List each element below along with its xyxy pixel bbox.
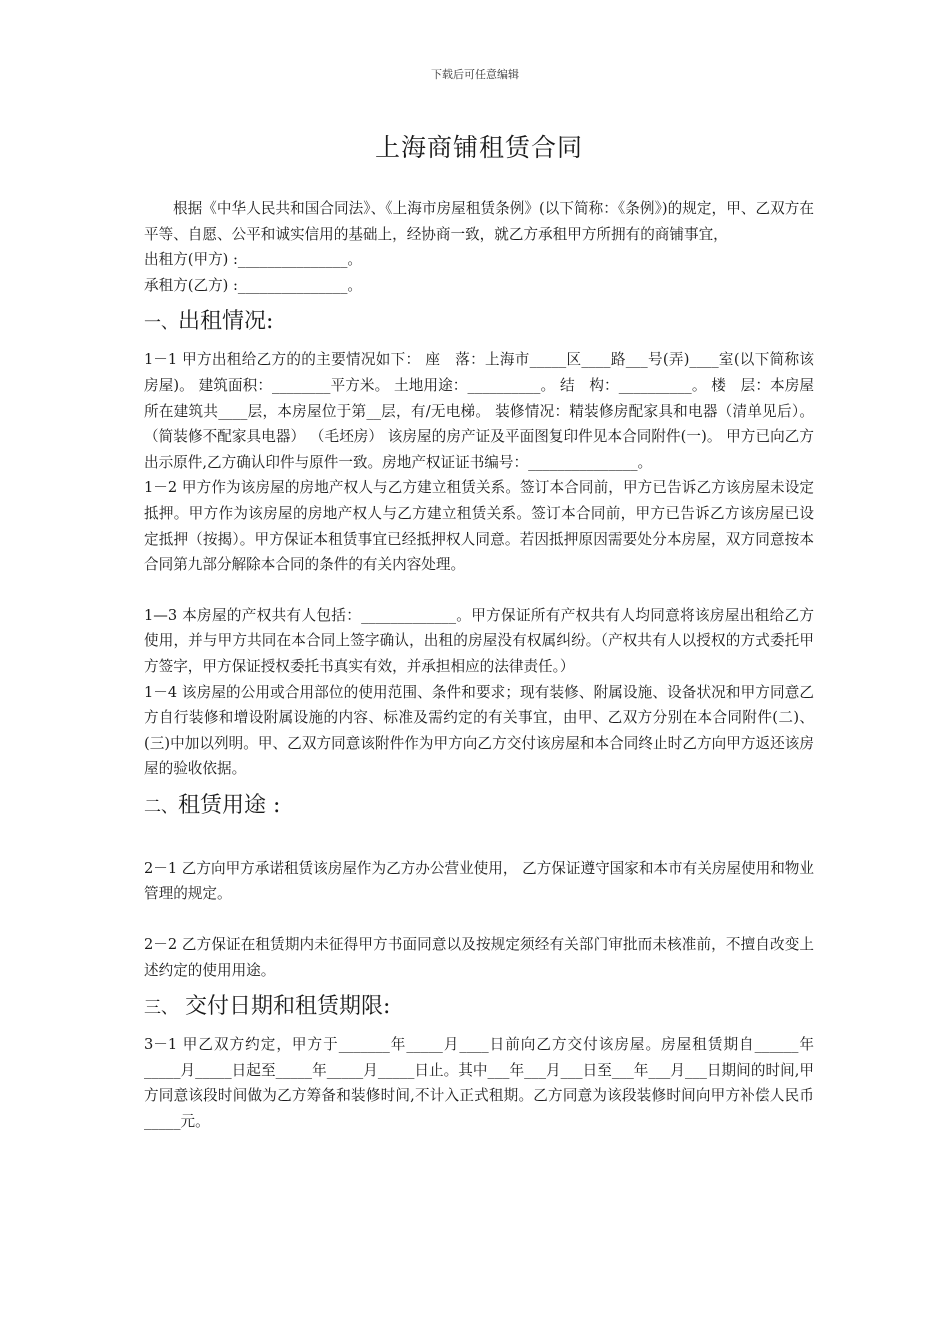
clause-1-3: 1—3 本房屋的产权共有人包括：_____________。甲方保证所有产权共有人均同意将该房屋出租给乙方使用，并与甲方共同在本合同上签字确认，出租的房屋没有权属纠纷。（产权共有人以授权的方式委托甲方签字，甲方保证授权委托书真实有效，并承担相应的法律责任。） (144, 606, 814, 675)
spacer (144, 578, 814, 603)
page-header-note: 下载后可任意编辑 (431, 68, 519, 81)
section-2-heading (144, 790, 814, 823)
party-a-line: 出租方(甲方) :_______________。 (144, 251, 362, 269)
document-title: 上海商铺租赁合同 (374, 133, 583, 162)
section-3-heading (144, 991, 814, 1024)
clause-2-1: 2－1 乙方向甲方承诺租赁该房屋作为乙方办公营业使用， 乙方保证遵守国家和本市有关房屋使用和物业管理的规定。 (144, 859, 814, 903)
section-3-number: 三、 (144, 998, 178, 1019)
clause-1-1: 1－1 甲方出租给乙方的的主要情况如下： 座 落：上海市_____区____路___号(弄)____室(以下简称该房屋)。 建筑面积：________平方米。 土地用途：__________。 结 构：__________。 楼 层：本房屋所在建筑共____层，本房屋位于第__层，有/无电梯。 装修情况：精装修房配家具和电器（清单见后）。 （简装修不配家具电器） （毛坯房） 该房屋的房产证及平面图复印件见本合同附件(一)。 甲方已向乙方出示原件,乙方确认印件与原件一致。房地产权证证书编号：_______________。 (144, 351, 814, 471)
section-1-number: 一、 (144, 313, 178, 334)
party-b-line: 承租方(乙方) :_______________。 (144, 276, 362, 294)
spacer (144, 907, 814, 932)
document-body (144, 128, 814, 1135)
intro-paragraph: 根据《中华人民共和国合同法》、《上海市房屋租赁条例》(以下简称：《条例》)的规定，甲、乙双方在平等、自愿、公平和诚实信用的基础上，经协商一致，就乙方承租甲方所拥有的商铺事宜， (144, 200, 814, 243)
section-3-title: 交付日期和租赁期限: (178, 994, 391, 1020)
clause-1-2: 1－2 甲方作为该房屋的房地产权人与乙方建立租赁关系。签订本合同前，甲方已告诉乙方该房屋未设定抵押。甲方作为该房屋的房地产权人与乙方建立租赁关系。签订本合同前，甲方已告诉乙方该房屋已设定抵押（按揭）。甲方保证本租赁事宜已经抵押权人同意。若因抵押原因需要处分本房屋，双方同意按本合同第九部分解除本合同的条件的有关内容处理。 (144, 479, 814, 574)
section-2-number: 二、 (144, 796, 178, 817)
clause-2-2: 2－2 乙方保证在租赁期内未征得甲方书面同意以及按规定须经有关部门审批而未核准前，不擅自改变上述约定的使用用途。 (144, 936, 814, 979)
clause-3-1: 3－1 甲乙双方约定，甲方于_______年_____月____日前向乙方交付该房屋。房屋租赁期自______年_____月_____日起至_____年_____月_____日止。其中___年___月___日至___年___月___日期间的时间,甲方同意该段时间做为乙方筹备和装修时间,不计入正式租期。乙方同意为该段装修时间向甲方补偿人民币_____元。 (144, 1036, 814, 1131)
spacer (144, 831, 814, 856)
section-1-title: 出租情况: (178, 309, 274, 335)
section-1-heading (144, 306, 814, 339)
clause-1-4: 1－4 该房屋的公用或合用部位的使用范围、条件和要求；现有装修、附属设施、设备状况和甲方同意乙方自行装修和增设附属设施的内容、标准及需约定的有关事宜，由甲、乙双方分别在本合同附件(二)、(三)中加以列明。甲、乙双方同意该附件作为甲方向乙方交付该房屋和本合同终止时乙方向甲方返还该房屋的验收依据。 (144, 683, 814, 778)
section-2-title: 租赁用途 : (178, 792, 281, 818)
